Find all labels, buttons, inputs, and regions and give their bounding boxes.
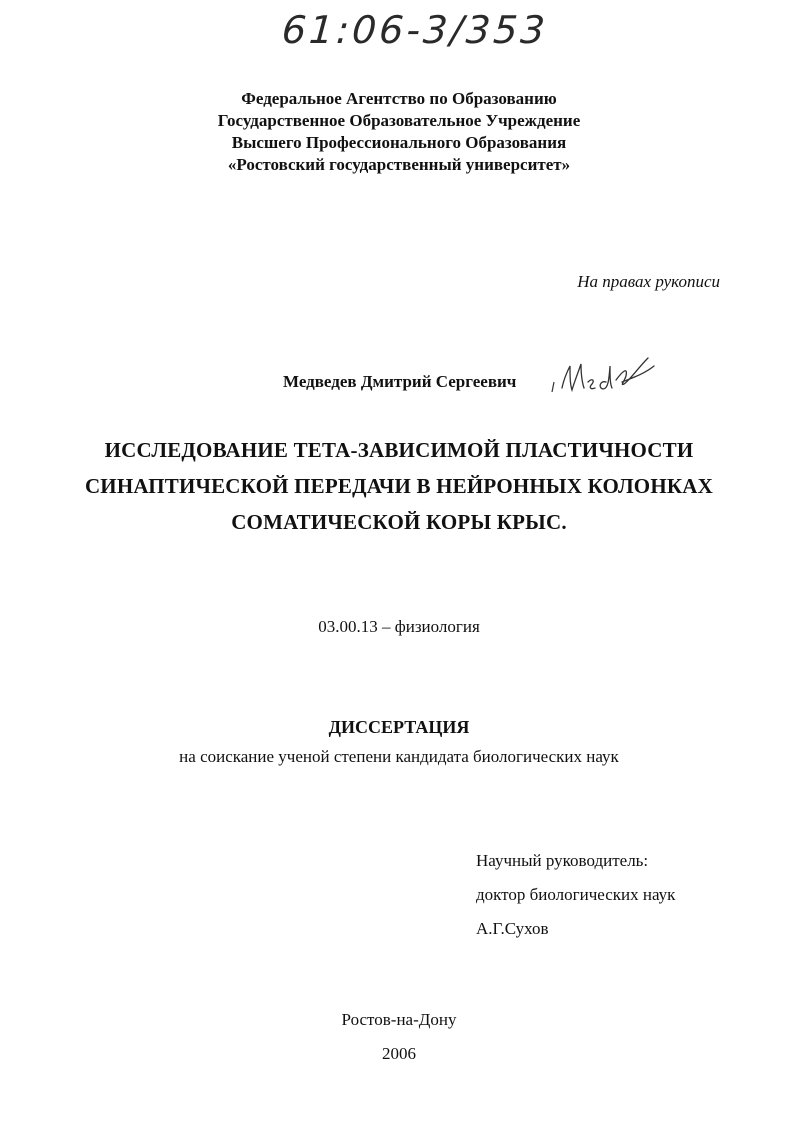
supervisor-name: А.Г.Сухов — [476, 919, 549, 938]
rights-note: На правах рукописи — [577, 272, 720, 291]
org-line-agency: Федеральное Агентство по Образованию — [241, 89, 557, 108]
org-line-institution-type: Государственное Образовательное Учреждение — [217, 111, 581, 130]
supervisor-degree: доктор биологических наук — [476, 885, 676, 904]
author-name: Медведев Дмитрий Сергеевич — [283, 372, 517, 391]
organization-block — [0, 88, 798, 176]
catalog-number: 61:06-3/353 — [280, 8, 550, 52]
city: Ростов-на-Дону — [341, 1010, 457, 1029]
supervisor-block — [476, 844, 675, 946]
title-line-3: СОМАТИЧЕСКОЙ КОРЫ КРЫС. — [231, 510, 567, 534]
document-kind: ДИССЕРТАЦИЯ — [328, 717, 470, 737]
org-line-education-level: Высшего Профессионального Образования — [231, 133, 567, 152]
dissertation-title — [0, 432, 798, 540]
specialty-code: 03.00.13 – физиология — [318, 617, 480, 636]
title-line-1: ИССЛЕДОВАНИЕ ТЕТА-ЗАВИСИМОЙ ПЛАСТИЧНОСТИ — [104, 438, 694, 462]
supervisor-label: Научный руководитель: — [476, 851, 649, 870]
degree-statement: на соискание ученой степени кандидата биологических наук — [179, 747, 619, 766]
author-signature — [548, 352, 658, 398]
year: 2006 — [382, 1044, 416, 1063]
org-line-university: «Ростовский государственный университет» — [227, 155, 571, 174]
title-line-2: СИНАПТИЧЕСКОЙ ПЕРЕДАЧИ В НЕЙРОННЫХ КОЛОНКАХ — [84, 474, 714, 498]
